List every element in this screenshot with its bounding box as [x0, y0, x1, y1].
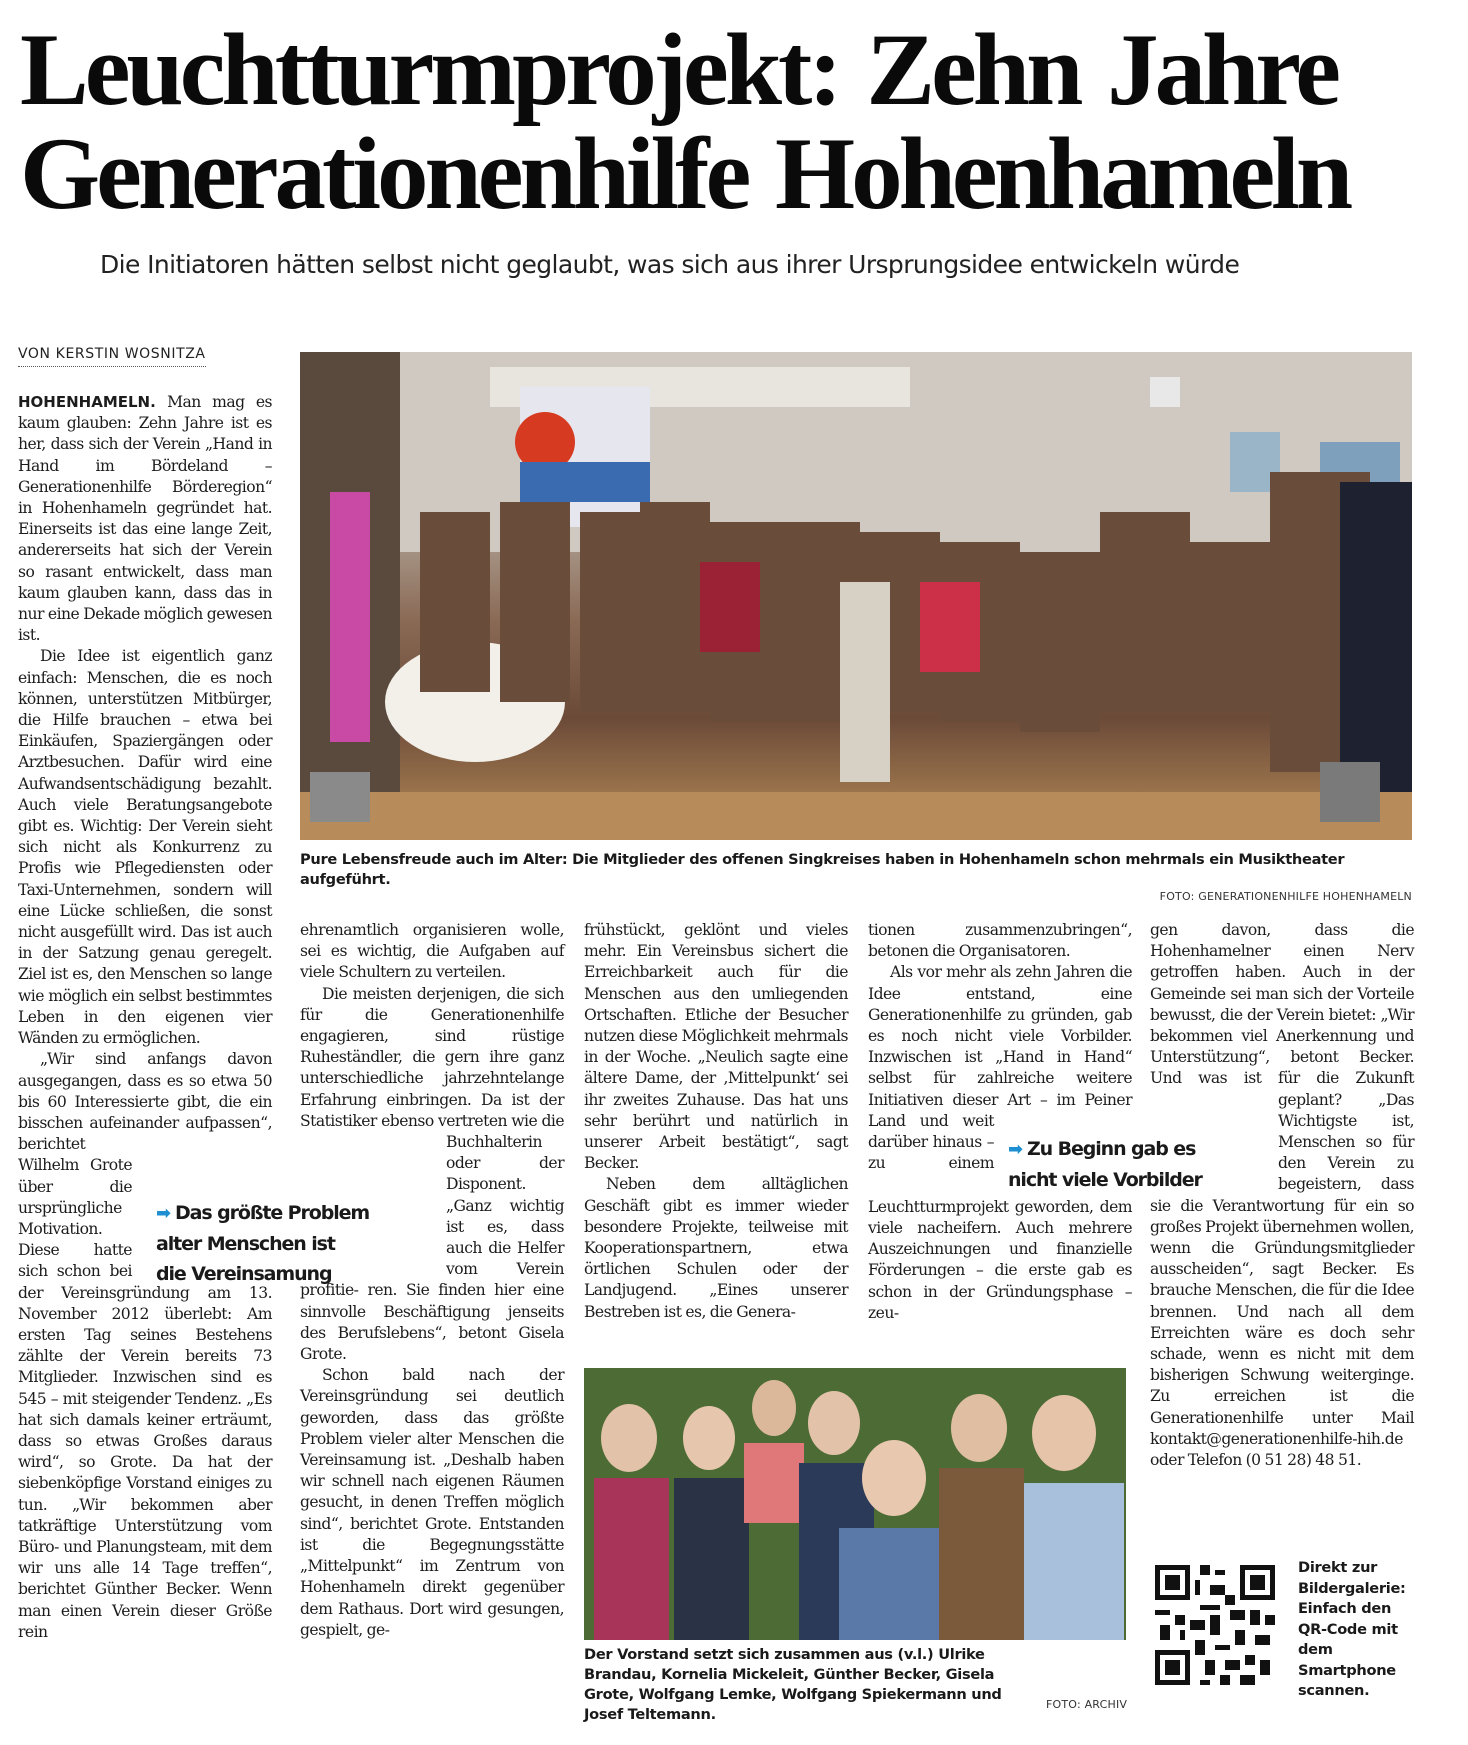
qr-code[interactable] — [1150, 1560, 1280, 1690]
paragraph-text: „Wir sind anfangs davon ausgegangen, dass es so etwa 50 bis 60 Interessierte gibt, die ein bisschen aufeinander aufpassen“, — [18, 1050, 272, 1132]
paragraph: Die Idee ist eigentlich ganz einfach: Menschen, die es noch können, unterstützen Mitbürger, die Hilfe brauchen – etwa bei Einkäufen, Spaziergängen oder Arztbesuchen. Dafür wird eine Aufwandsentschädigung bezahlt. Auch viele Beratungsangebote gibt es. Wichtig: Der Verein sieht sich nicht als Konkurrenz zu Profis wie Pflegediensten oder Taxi-Unternehmen, sondern will eine Lücke schließen, die sonst nicht ausgefüllt wird. Das ist auch in der Satzung genau geregelt. Ziel ist es, den Menschen so lange wie möglich ein selbst bestimmtes Leben in den eigenen vier Wänden zu ermöglichen. — [18, 647, 272, 1048]
paragraph: Neben dem alltäglichen Geschäft gibt es immer wieder besondere Projekte, teilweise mit Kooperationspartnern, etwa örtlichen Schulen oder der Landjugend. „Eines unserer Bestreben ist es, die Genera- — [584, 1175, 848, 1321]
paragraph — [18, 392, 272, 646]
paragraph — [18, 1049, 272, 1643]
stage-photo-credit: FOTO: GENERATIONENHILFE HOHENHAMELN — [1159, 890, 1412, 903]
board-photo — [584, 1368, 1126, 1640]
paragraph — [300, 984, 564, 1366]
article-column-3 — [584, 920, 848, 1323]
paragraph-text: im Peiner Land und weit darüber hinaus – zu einem — [868, 1090, 1132, 1173]
subheadline: Die Initiatoren hätten selbst nicht geglaubt, was sich aus ihrer Ursprungsidee entwickeln würde — [100, 250, 1240, 279]
qr-instruction: Direkt zur Bildergalerie: Einfach den QR-Code mit dem Smartphone scannen. — [1298, 1559, 1406, 1699]
arrow-right-icon: ➡ — [156, 1203, 170, 1224]
stage-photo-caption: Pure Lebensfreude auch im Alter: Die Mitglieder des offenen Singkreises haben in Hohenhameln schon mehrmals ein Musiktheater aufgeführt. — [300, 851, 1345, 888]
dateline: HOHENHAMELN. — [18, 393, 156, 411]
pull-quote-line: nicht viele Vorbilder — [1008, 1169, 1202, 1191]
paragraph-text: ren. Sie finden hier eine sinnvolle Beschäftigung jenseits des Berufslebens“, betont Gisela Grote. — [300, 1281, 564, 1364]
article-column-4 — [868, 920, 1132, 1324]
paragraph: tionen zusammenzubringen“, betonen die Organisatoren. — [868, 921, 1132, 961]
paragraph-text: sich schon bei der Vereinsgründung am 13. November 2012 überlebt: Am ersten Tag seines Bestehens zählte der Verein bereits 73 Mitglieder. Inzwischen sind es 545 – mit steigender Tendenz. „Es hat sich damals keiner erträumt, dass so etwas Großes daraus wird“, so Grote. Da hat der siebenköpfige Vorstand einiges zu tun. „Wir bekommen aber tatkräftige Unterstützung vom Büro- und Planungsteam, mit dem wir uns alle 14 Tage treffen“, berichtet Günther Becker. Wenn man einen Verein dieser Größe rein — [18, 1262, 272, 1641]
byline: VON KERSTIN WOSNITZA — [18, 346, 206, 367]
pull-quote-2-space — [1150, 1090, 1272, 1176]
paragraph-text: oder der Disponent. „Ganz wichtig ist es, dass auch die Helfer vom Verein profitie- — [300, 1154, 564, 1300]
qr-code-icon — [1150, 1560, 1280, 1690]
paragraph-text: Man mag es kaum glauben: Zehn Jahre ist es her, dass sich der Verein „Hand in Hand im Bördeland – Generationenhilfe Börderegion“ in Hohenhameln gegründet hat. Einerseits ist das eine lange Zeit, andererseits hat sich der Verein so rasant entwickelt, dass man kaum glauben kann, dass das in nur eine Dekade möglich gewesen ist. — [18, 393, 272, 645]
article-column-5 — [1150, 920, 1414, 1471]
headline — [20, 13, 1420, 231]
paragraph-text: Als vor mehr als zehn Jahren die Idee entstand, eine Generationenhilfe zu gründen, gab es noch nicht viele Vorbilder. Inzwischen ist „Hand in Hand“ selbst für zahlreiche weitere Initiativen dieser Art – — [868, 963, 1132, 1109]
board-photo-caption: Der Vorstand setzt sich zusammen aus (v.l.) Ulrike Brandau, Kornelia Mickeleit, Günther Becker, Gisela Grote, Wolfgang Lemke, Wolfgang Spiekermann und Josef Teltemann. — [584, 1646, 1002, 1723]
article-column-1 — [18, 392, 272, 1643]
paragraph-text: gen davon, dass die Hohenhamelner einen Nerv getroffen haben. Auch in der Gemeinde sei man sich der Vorteile bewusst, die der Verein bietet: „Wir bekommen viel Anerkennung und Unterstützung“, betont Becker. Und was ist für die Zukunft geplant? „Das — [1150, 921, 1414, 1109]
pull-quote-1-space — [300, 1132, 440, 1264]
paragraph-text: Die meisten derjenigen, die sich für die Generationenhilfe engagieren, sind rüstige Ruheständler, die gern ihre ganz unterschiedliche jahrzehntelange Erfahrung einbringen. Da ist der Statistiker ebenso vertreten wie die Buchhalterin — [300, 984, 564, 1152]
paragraph: frühstückt, geklönt und vieles mehr. Ein Vereinsbus sichert die Erreichbarkeit auch für die Menschen aus den umliegenden Ortschaften. Etliche der Besucher nutzen diese Möglichkeit mehrmals in der Woche. „Neulich sagte eine ältere Dame, der ‚Mittelpunkt‘ sei ihr zweites Zuhause. Das hat uns sehr berührt und natürlich in unserer Arbeit bestätigt“, sagt Becker. — [584, 921, 848, 1173]
arrow-right-icon: ➡ — [1008, 1139, 1022, 1160]
paragraph: Schon bald nach der Vereinsgründung sei deutlich geworden, dass das größte Problem vieler alter Menschen die Vereinsamung ist. „Deshalb haben wir schnell nach eigenen Räumen gesucht, in denen Treffen möglich sind“, berichtet Grote. Entstanden ist die Begegnungsstätte „Mittelpunkt“ im Zentrum von Hohenhameln direkt gegenüber dem Rathaus. Dort wird gesungen, gespielt, ge- — [300, 1366, 564, 1639]
pull-quote-line: die Vereinsamung — [156, 1263, 332, 1285]
paragraph-text: berichtet Wilhelm Grote über die ursprüngliche Motivation. Diese hatte — [18, 1135, 132, 1260]
article-column-2 — [300, 920, 564, 1641]
pull-quote-line: Zu Beginn gab es — [1026, 1138, 1196, 1160]
headline-line-2: Generationenhilfe Hohenhameln — [20, 117, 1350, 231]
pull-quote-line: Das größte Problem — [174, 1202, 370, 1224]
board-photo-illustration — [584, 1368, 1126, 1640]
paragraph-text: zu begeistern, dass sie die Verantwortung für ein so großes Projekt übernehmen wollen, wenn die Gründungsmitglieder ausscheiden“, sagt Becker. Es brauche Menschen, die für die Idee brennen. Und nach all dem Erreichten wäre es doch sehr schade, wenn es nicht mit dem bisherigen Schwung weiterginge. Zu erreichen ist die Generationenhilfe unter Mail kontakt@generationenhilfe-hih.de oder Telefon (0 51 28) 48 51. — [1150, 1154, 1414, 1470]
paragraph-text: Leuchtturmprojekt geworden, dem viele nacheifern. Auch mehrere Auszeichnungen und finanzielle Förderungen – die erste gab es schon in der Gründungsphase – zeu- — [868, 1197, 1132, 1322]
stage-photo-illustration — [300, 352, 1412, 840]
board-photo-credit: FOTO: ARCHIV — [1046, 1698, 1128, 1711]
paragraph-text: Wichtigste ist, Menschen so für den Verein — [1278, 1111, 1414, 1173]
paragraph: ehrenamtlich organisieren wolle, sei es wichtig, die Aufgaben auf viele Schultern zu verteilen. — [300, 921, 564, 982]
paragraph — [1150, 920, 1414, 1471]
headline-line-1: Leuchtturmprojekt: Zehn Jahre — [20, 13, 1337, 127]
stage-photo — [300, 352, 1412, 840]
pull-quote-line: alter Menschen ist — [156, 1233, 335, 1255]
